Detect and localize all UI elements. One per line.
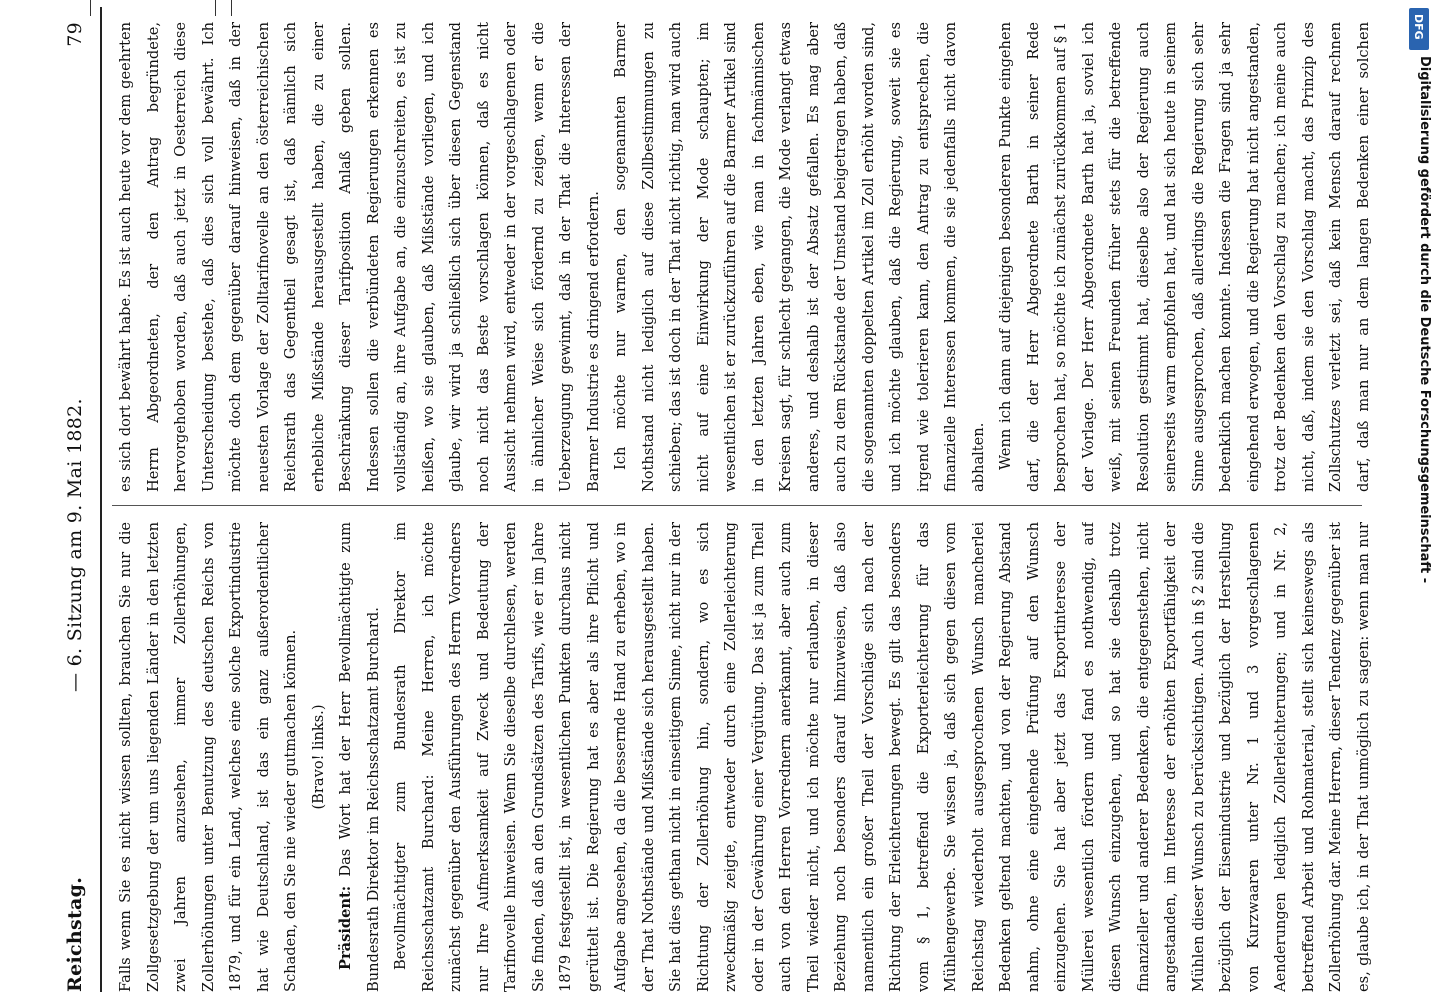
paragraph-text: es sich dort bewährt habe. Es ist auch heute vor dem geehrten Herrn Abgeordneten, der den Antrag begründete, hervorgehoben worden, daß auch jetzt in Oesterreich diese Unterscheidung bestehe, daß dies sich voll bewährt. Ich möchte doch dem gegenüber darauf hinweisen, daß in der neuesten Vorlage der Zolltarifnovelle an den österreichischen Reichsrath das Gegentheil gesagt ist, daß nämlich sich erhebliche Mißstände herausgestellt haben, die zu einer Beschränkung dieser Tarifposition Anlaß geben sollen. Indessen sollen die verbündeten Regierungen erkennen es vollständig an, ihre Aufgabe an, die einzuschreiten, es ist zu heißen, wo sie glauben, daß Mißstände vorliegen, und ich glaube, wir wird ja schließlich sich über diesen Gegenstand noch nicht das Beste vorschlagen können, daß es nicht Aussicht nehmen wird, entweder in der vorgeschlagenen oder in ähnlicher Weise sich fördernd zu zeigen, wenn er die Ueberzeugung gewinnt, daß in der That die Interessen der Barmer Industrie es dringend erfordern. <box>117 22 602 492</box>
stamp-text: Digitalisierung gefördert durch die Deutsche Forschungsgemeinschaft - <box>1417 56 1432 584</box>
header-title: — 6. Sitzung am 9. Mai 1882. <box>64 398 86 692</box>
paragraph-text: Wenn ich dann auf diejenigen besonderen Punkte eingehen darf, die der Herr Abgeordnete Barth in seiner Rede besprochen hat, so möchte ich zunächst zurückkommen auf § 1 der Vorlage. Der Herr Abgeordnete Barth hat ja, soviel ich weiß, mit seinen Freunden früher stets für die betreffende Resolution gestimmt hat, dieselbe also der Regierung auch seinerseits warm empfohlen hat, und hat sich heute in seinem Sinne ausgesprochen, daß allerdings die Regierung sich sehr bedenklich machen konnte. Indessen die Fragen sind ja sehr eingehend erwogen, und die Regierung hat nicht angestanden, trotz der Bedenken den Vorschlag zu machen; ich meine auch nicht, daß, indem sie den Vorschlag macht, das Prinzip des Zollschutzes verletzt sei, daß kein Mensch darauf rechnen darf, daß man nur an dem langen Bedenken einer solchen <box>997 22 1372 492</box>
paragraph-text: Bevollmächtigter zum Bundesrath Direktor im Reichsschatzamt Burchard: Meine Herren, ich möchte zunächst gegenüber den Ausführungen des Herrn Vorredners nur Ihre Aufmerksamkeit auf Zweck und Bedeutung der Tarifnovelle hinweisen. Wenn Sie dieselbe durchlesen, werden Sie finden, daß an den Grundsätzen des Tarifs, wie er im Jahre 1879 festgestellt ist, in wesentlichen Punkten durchaus nicht gerüttelt ist. Die Regierung hat es aber als ihre Pflicht und Aufgabe angesehen, da die bessernde Hand zu erheben, wo in der That Nothstände und Mißstände sich herausgestellt haben. Sie hat dies gethan nicht in einseitigem Sinne, nicht nur in der Richtung der Zollerhöhung hin, sondern, wo es sich zweckmäßig zeigte, entweder durch eine Zollerleichterung oder in der Gewährung einer Vergütung. Das ist ja zum Theil auch von den Herren Vorrednern anerkannt, aber auch zum Theil wieder nicht, und ich möchte nur erlauben, in dieser Beziehung noch besonders darauf hinzuweisen, daß also namentlich ein großer Theil der Vorschläge sich nach der Richtung der Erleichterungen bewegt. Es gilt das besonders vom § 1, betreffend die Exporterleichterung für das Mühlengewerbe. Sie wissen ja, daß sich gegen diesen vom Reichstag wiederholt ausgesprochenen Wunsch mancherlei Bedenken geltend machten, und von der Regierung Abstand nahm, ohne eine eingehende Prüfung auf den Wunsch einzugehen. Sie hat aber jetzt das Exportinteresse der Müllerei wesentlich fördern und fand es nothwendig, auf diesen Wunsch einzugehen, und so hat sie deshalb trotz finanzieller und anderer Bedenken, die entgegenstehen, nicht angestanden, im Interesse der erhöhten Exportfähigkeit der Mühlen dieser Wunsch zu berücksichtigen. Auch in § 2 sind die bezüglich der Eisenindustrie und bezüglich der Herstellung von Kurzwaaren unter Nr. 1 und 3 vorgeschlagenen Aenderungen lediglich Zollerleichterungen; und in Nr. 2, betreffend Arbeit und Rohmaterial, stellt sich keineswegs als Zollerhöhung dar. Meine Herren, dieser Tendenz gegenüber ist es, glaube ich, in der That unmöglich zu sagen: wenn man nur <box>392 522 1372 992</box>
digitization-stamp <box>1405 0 1432 1000</box>
paragraph <box>112 22 607 492</box>
paragraph <box>332 522 387 992</box>
column-divider <box>112 505 1362 506</box>
header-rule <box>100 7 102 992</box>
dfg-logo <box>1409 8 1429 50</box>
page-content <box>0 2 1400 992</box>
running-header <box>58 12 98 992</box>
header-left: Reichstag. <box>64 876 86 992</box>
text-column-right <box>112 22 1372 492</box>
paragraph-text: Das Wort hat der Herr Bevollmächtigte zum Bundesrath Direktor im Reichsschatzamt Burchard. <box>337 522 382 992</box>
paragraph <box>387 522 1372 992</box>
paragraph-text: Falls wenn Sie es nicht wissen sollten, brauchen Sie nur die Zollgesetzgebung der um uns liegenden Länder in den letzten zwei Jahren anzusehen, immer Zollerhöhungen, Zollerhöhungen unter Benutzung des deutschen Reichs von 1879, und für ein Land, welches eine solche Exportindustrie hat wie Deutschland, ist das ein ganz außerordentlicher Schaden, den Sie nie wieder gutmachen können. <box>117 522 299 992</box>
paragraph-text: (Bravo! links.) <box>309 704 327 810</box>
paragraph <box>992 22 1372 492</box>
dfg-logo-text: DFG <box>1412 14 1425 40</box>
paragraph <box>112 522 305 992</box>
applause-note <box>305 522 333 992</box>
speaker-label: Präsident: <box>337 885 354 970</box>
text-column-left <box>112 522 1372 992</box>
paragraph <box>607 22 992 492</box>
paragraph-text: Ich möchte nur warnen, den sogenannten Barmer Nothstand nicht lediglich auf diese Zollbestimmungen zu schieben; das ist doch in der That nicht richtig, man wird auch nicht auf eine Einwirkung der Mode schaupten; im wesentlichen ist er zurückzuführen auf die Barmer Artikel sind in den letzten Jahren eben, wie man in fachmännischen Kreisen sagt, für schlecht gegangen, die Mode verlangt etwas anderes, und deshalb ist der Absatz gefallen. Es mag aber auch zu dem Rückstande der Umstand beigetragen haben, daß die sogenannten doppelten Artikel im Zoll erhöht worden sind, und ich möchte glauben, daß die Regierung, soweit sie es irgend wie tolerieren kann, den Antrag zu entsprechen, die finanzielle Interessen kommen, die sie jedenfalls nicht davon abhalten. <box>612 22 987 492</box>
page-number: 79 <box>64 22 86 47</box>
